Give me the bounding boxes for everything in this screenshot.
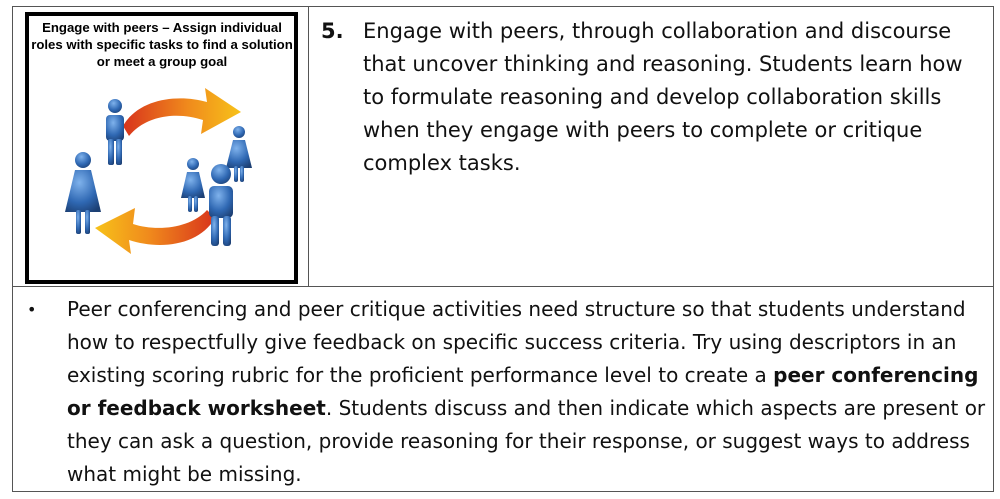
top-row	[13, 7, 993, 287]
bullet-text-emphasis: peer conferencing or feedback worksheet	[67, 363, 979, 420]
arrow-icon	[95, 208, 215, 254]
bottom-row	[13, 287, 993, 491]
person-icon	[209, 164, 233, 246]
person-icon	[181, 158, 205, 212]
step-description: Engage with peers, through collaboration and discourse that uncover thinking and reasoning. Students learn how to formulate reasoning and develop collaboration skills when they engage with peers to complete or critique complex tasks.	[363, 19, 963, 175]
bullet-paragraph	[67, 293, 989, 491]
person-icon	[106, 99, 124, 165]
bullet-text-intro: Peer conferencing and peer critique activities need structure so that students understand how to respectfully give feedback on specific success criteria. Try using descriptors in an existing scoring rubric for the proficient performance level to create a	[67, 297, 966, 387]
person-icon	[65, 152, 101, 234]
arrow-icon	[123, 88, 241, 136]
image-cell	[13, 7, 309, 286]
content-table	[12, 6, 994, 492]
bullet-icon: •	[27, 300, 37, 319]
bullet-text-conclusion: . Students discuss and then indicate which aspects are present or they can ask a question, provide reasoning for their response, or suggest ways to address what might be missing.	[67, 396, 986, 486]
illustration-caption: Engage with peers – Assign individual roles with specific tasks to find a solution or meet a group goal	[31, 20, 293, 69]
illustration-frame	[25, 12, 298, 284]
step-cell	[309, 7, 993, 286]
peer-collaboration-illustration	[29, 76, 294, 276]
step-number: 5.	[321, 19, 344, 43]
